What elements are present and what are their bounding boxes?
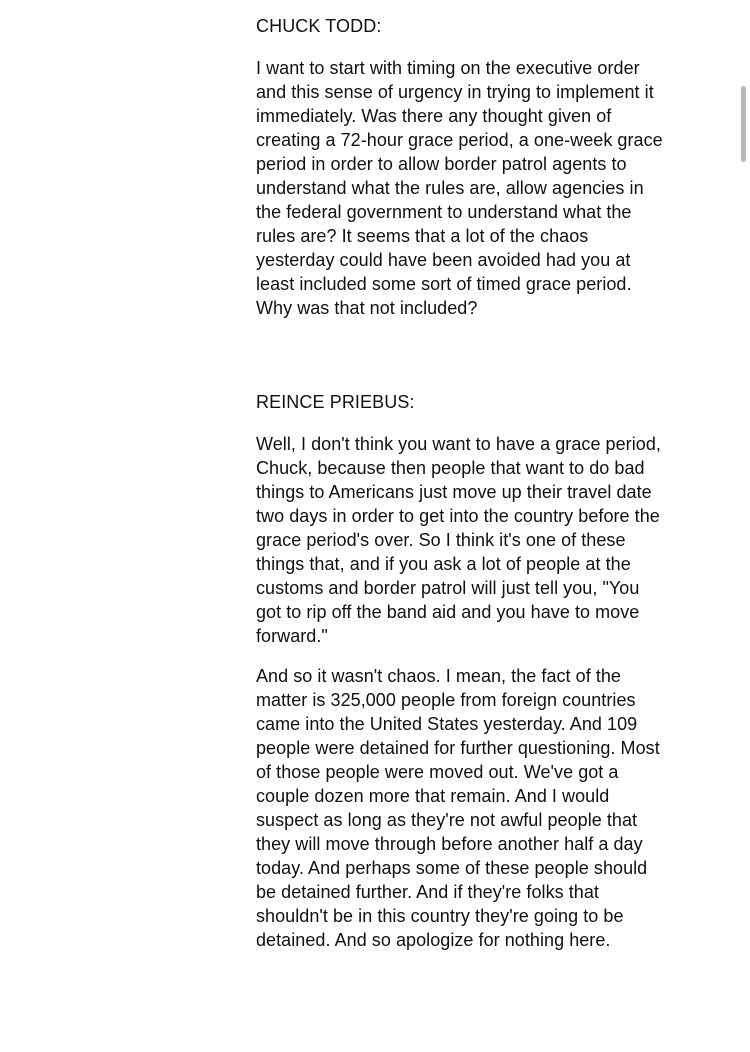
transcript-paragraph: Well, I don't think you want to have a grace period, Chuck, because then people that want to do bad things to Americans just move up their travel date two days in order to get into the country before the grace period's over. So I think it's one of these things that, and if you ask a lot of people at the customs and border patrol will just tell you, "You got to rip off the band aid and you have to move forward." — [256, 434, 661, 646]
speaker-label: CHUCK TODD: — [256, 16, 382, 36]
scrollbar-thumb[interactable] — [741, 86, 746, 162]
transcript-paragraph: I want to start with timing on the executive order and this sense of urgency in trying to implement it immediately. Was there any thought given of creating a 72-hour grace period, a one-week grace period in order to allow border patrol agents to understand what the rules are, allow agencies in the federal government to understand what the rules are? It seems that a lot of the chaos yesterday could have been avoided had you at least included some sort of timed grace period. Why was that not included? — [256, 58, 663, 318]
vertical-scrollbar[interactable] — [740, 86, 747, 166]
section-chuck-todd — [256, 14, 666, 320]
section-spacer — [256, 336, 666, 390]
transcript-paragraph: And so it wasn't chaos. I mean, the fact of the matter is 325,000 people from foreign countries came into the United States yesterday. And 109 people were detained for further questioning. Most of those people were moved out. We've got a couple dozen more that remain. And I would suspect as long as they're not awful people that they will move through before another half a day today. And perhaps some of these people should be detained further. And if they're folks that shouldn't be in this country they're going to be detained. And so apologize for nothing here. — [256, 666, 660, 950]
section-reince-priebus — [256, 390, 666, 952]
transcript-page — [256, 14, 666, 968]
speaker-label: REINCE PRIEBUS: — [256, 392, 415, 412]
